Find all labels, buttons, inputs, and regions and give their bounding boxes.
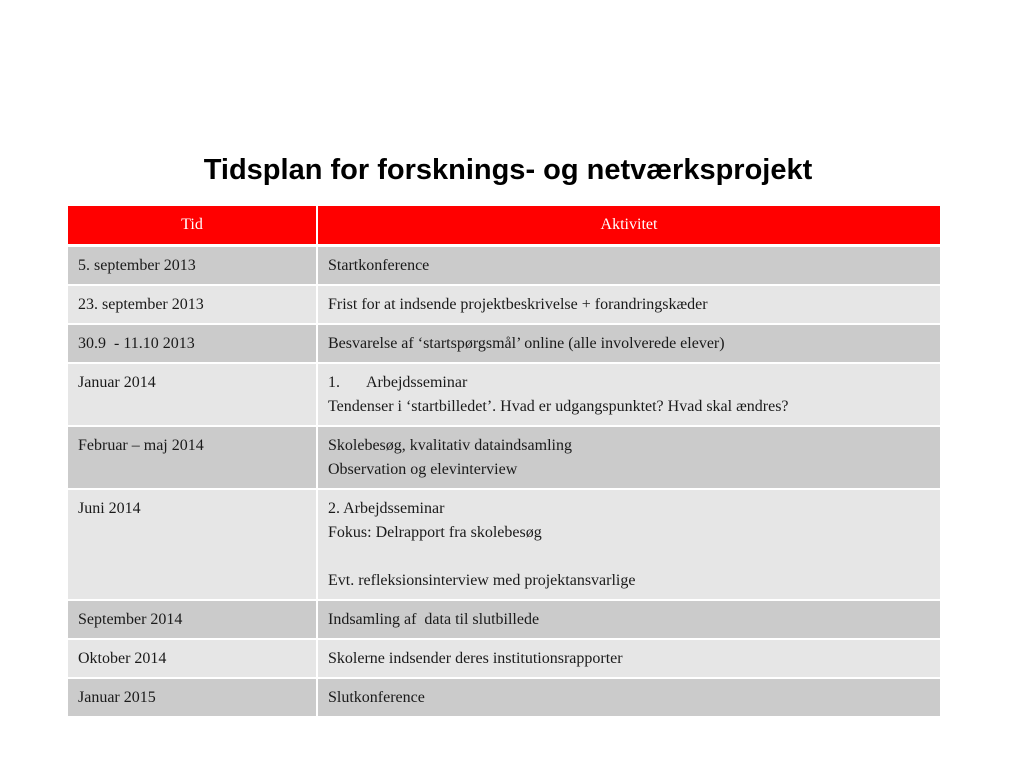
table-row	[68, 639, 940, 678]
cell-tid: September 2014	[68, 600, 317, 639]
table-row	[68, 324, 940, 363]
table-row	[68, 600, 940, 639]
table-row	[68, 285, 940, 324]
cell-tid: 30.9 - 11.10 2013	[68, 324, 317, 363]
activity-line: Skolerne indsender deres institutionsrapporter	[328, 650, 623, 667]
table-row	[68, 426, 940, 489]
activity-line: Fokus: Delrapport fra skolebesøg	[328, 524, 542, 541]
table-row	[68, 246, 940, 286]
activity-line: Evt. refleksionsinterview med projektansvarlige	[328, 572, 636, 589]
slide-title: Tidsplan for forsknings- og netværksprojekt	[203, 154, 813, 186]
table-header-row	[68, 206, 940, 246]
cell-aktivitet	[317, 426, 940, 489]
table-row	[68, 489, 940, 600]
list-number: 1.	[328, 374, 340, 391]
activity-line: 2. Arbejdsseminar	[328, 500, 445, 517]
header-tid: Tid	[68, 206, 317, 246]
cell-aktivitet	[317, 678, 940, 717]
activity-line: Slutkonference	[328, 689, 425, 706]
activity-text: Arbejdsseminar	[366, 374, 468, 391]
cell-tid: 23. september 2013	[68, 285, 317, 324]
cell-aktivitet	[317, 600, 940, 639]
table-row	[68, 363, 940, 426]
activity-line: Tendenser i ‘startbilledet’. Hvad er udgangspunktet? Hvad skal ændres?	[328, 398, 789, 415]
cell-tid: 5. september 2013	[68, 246, 317, 286]
cell-aktivitet	[317, 246, 940, 286]
cell-tid: Januar 2015	[68, 678, 317, 717]
cell-tid: Oktober 2014	[68, 639, 317, 678]
cell-aktivitet	[317, 489, 940, 600]
cell-aktivitet	[317, 363, 940, 426]
activity-line: Frist for at indsende projektbeskrivelse + forandringskæder	[328, 296, 708, 313]
cell-tid: Juni 2014	[68, 489, 317, 600]
cell-aktivitet	[317, 639, 940, 678]
activity-line: Besvarelse af ‘startspørgsmål’ online (alle involverede elever)	[328, 335, 725, 352]
table-row	[68, 678, 940, 717]
numbered-activity-line	[328, 371, 930, 395]
activity-line: Skolebesøg, kvalitativ dataindsamling	[328, 437, 572, 454]
cell-tid: Januar 2014	[68, 363, 317, 426]
activity-line: Startkonference	[328, 257, 430, 274]
cell-aktivitet	[317, 285, 940, 324]
schedule-table	[68, 206, 940, 718]
cell-aktivitet	[317, 324, 940, 363]
header-aktivitet: Aktivitet	[317, 206, 940, 246]
cell-tid: Februar – maj 2014	[68, 426, 317, 489]
activity-line-blank	[328, 545, 930, 569]
activity-line: Observation og elevinterview	[328, 461, 518, 478]
activity-line: Indsamling af data til slutbillede	[328, 611, 540, 628]
